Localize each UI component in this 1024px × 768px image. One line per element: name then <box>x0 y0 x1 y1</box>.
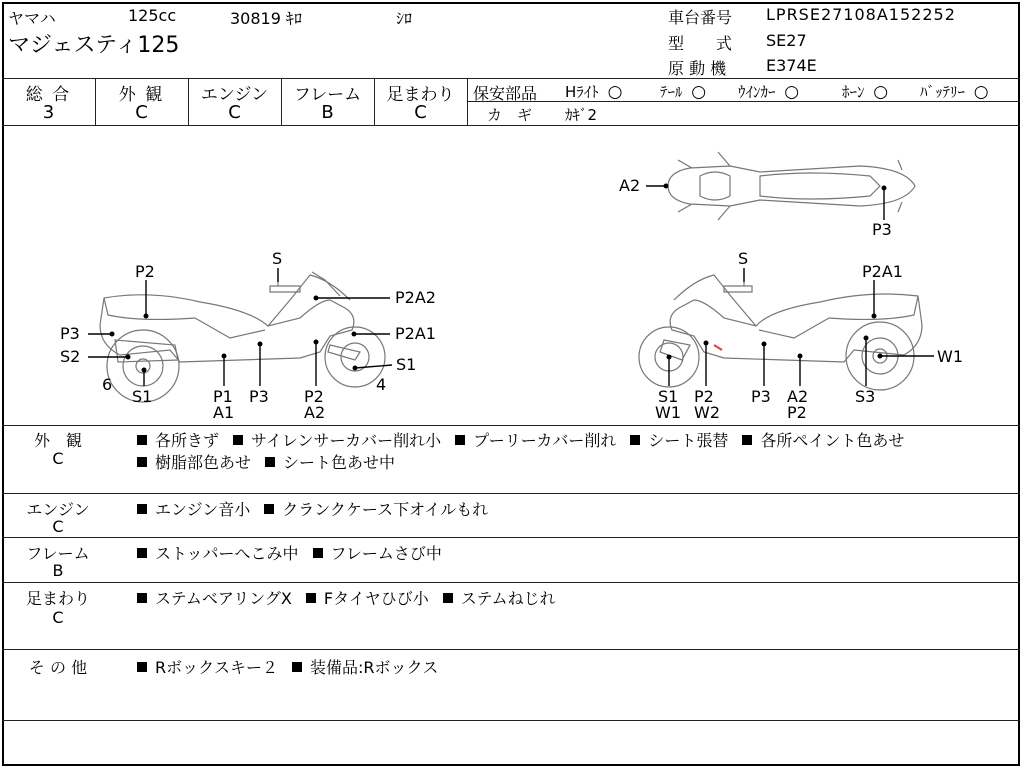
grade-value-exterior: C <box>135 102 148 123</box>
diagram-label: S <box>272 249 283 268</box>
notes-line <box>137 428 918 451</box>
safety-label: 保安部品 <box>473 84 538 103</box>
grade-value-suspension: C <box>414 102 427 123</box>
diagram-label: P3 <box>249 387 269 406</box>
note-item: 各所ペイント色あせ <box>742 428 904 451</box>
diagram-label: 4 <box>376 375 387 394</box>
type-label: 型 式 <box>668 34 733 53</box>
grade-label-frame: フレーム <box>293 85 362 105</box>
diagram-label: P3 <box>60 324 80 343</box>
scooter-right-side-drawing <box>639 268 922 390</box>
diagram-label: S <box>738 249 749 268</box>
diagram-label: S1 <box>658 387 679 406</box>
diagram-label: P2A1 <box>395 324 436 343</box>
diagram-label: W1 <box>937 347 963 366</box>
note-item: エンジン音小 <box>137 497 250 520</box>
section-grade: C <box>52 517 64 536</box>
notes-line <box>137 655 452 678</box>
grade-value-overall: 3 <box>42 102 55 123</box>
section-grade: C <box>52 449 64 468</box>
note-item: クランクケース下オイルもれ <box>264 497 488 520</box>
safety-item-status: ○ <box>691 82 707 102</box>
note-item: シート色あせ中 <box>265 450 395 473</box>
frame-no-value: LPRSE27108A152252 <box>766 5 956 24</box>
note-item: プーリーカバー削れ <box>455 428 616 451</box>
diagram-label: A2 <box>787 387 809 406</box>
note-item: Rボックスキー２ <box>137 655 278 678</box>
diagram-label: P1 <box>213 387 233 406</box>
grid-line <box>2 493 1020 494</box>
section-label: 足まわり <box>25 589 90 608</box>
note-item: ストッパーへこみ中 <box>137 541 299 564</box>
key-value: ｶｷﾞ2 <box>565 106 598 124</box>
note-item: フレームさび中 <box>313 541 442 564</box>
diagram-label: P3 <box>872 220 892 239</box>
diagram-label: P2A2 <box>395 288 436 307</box>
diagram-label: S3 <box>855 387 876 406</box>
safety-item-name: ﾊﾞｯﾃﾘｰ <box>920 83 966 101</box>
grid-line <box>2 720 1020 721</box>
safety-item-name: ｳｲﾝｶｰ <box>738 83 776 101</box>
displacement: 125cc <box>128 6 177 25</box>
mileage: 30819 ｷﾛ <box>230 9 302 28</box>
grade-label-exterior: 外 観 <box>118 85 165 105</box>
notes-line <box>137 450 409 473</box>
type-value: SE27 <box>766 31 807 50</box>
section-grade: B <box>52 561 64 580</box>
safety-item-status: ○ <box>973 82 989 102</box>
safety-item-name: ﾎｰﾝ <box>842 83 865 101</box>
notes-line <box>137 586 570 609</box>
note-item: 装備品:Rボックス <box>292 655 438 678</box>
grade-label-suspension: 足まわり <box>386 85 455 105</box>
grade-label-overall: 総 合 <box>25 85 72 105</box>
section-label: そ の 他 <box>28 658 88 677</box>
diagram-label: S2 <box>60 347 81 366</box>
notes-line <box>137 541 456 564</box>
section-label: 外 観 <box>33 431 82 450</box>
note-item: ステムねじれ <box>443 586 556 609</box>
notes-line <box>137 497 502 520</box>
diagram-label: P3 <box>751 387 771 406</box>
grid-line <box>2 582 1020 583</box>
section-label: フレーム <box>26 544 90 563</box>
note-item: シート張替 <box>630 428 728 451</box>
note-item: ステムベアリングX <box>137 586 292 609</box>
diagram-label: P2A1 <box>862 262 903 281</box>
damage-mark <box>714 345 722 350</box>
note-item: 樹脂部色あせ <box>137 450 251 473</box>
color: ｼﾛ <box>396 9 413 28</box>
scooter-left-side-drawing <box>100 268 385 402</box>
diagram-label: P2 <box>135 262 155 281</box>
note-item: 各所きず <box>137 428 219 451</box>
diagram-label: A1 <box>213 403 235 422</box>
scooter-top-view-drawing <box>668 152 915 220</box>
key-label: カ ギ <box>487 106 533 124</box>
model-name: マジェスティ125 <box>8 33 180 58</box>
grade-value-frame: B <box>321 102 334 123</box>
engine-value: E374E <box>766 56 817 75</box>
safety-item-status: ○ <box>784 82 800 102</box>
grade-value-engine: C <box>228 102 241 123</box>
diagram-label: P2 <box>787 403 807 422</box>
maker: ヤマハ <box>8 9 56 28</box>
diagram-label: A2 <box>304 403 326 422</box>
safety-item-status: ○ <box>873 82 889 102</box>
diagram-label: 6 <box>102 375 113 394</box>
safety-item-name: Hﾗｲﾄ <box>565 83 599 101</box>
grid-line <box>2 649 1020 650</box>
section-grade: C <box>52 608 64 627</box>
grade-label-engine: エンジン <box>200 85 269 105</box>
note-item: サイレンサーカバー削れ小 <box>233 428 441 451</box>
grid-line <box>2 537 1020 538</box>
note-item: Fタイヤひび小 <box>306 586 429 609</box>
diagram-label: W1 <box>655 403 681 422</box>
frame-no-label: 車台番号 <box>668 8 733 27</box>
safety-item-name: ﾃｰﾙ <box>660 83 683 101</box>
diagram-label: S1 <box>396 355 417 374</box>
diagram-label: P2 <box>304 387 324 406</box>
safety-item-status: ○ <box>607 82 623 102</box>
diagram-label: S1 <box>132 387 153 406</box>
engine-label: 原 動 機 <box>668 59 727 78</box>
diagram-label: P2 <box>694 387 714 406</box>
diagram-label: W2 <box>694 403 720 422</box>
section-label: エンジン <box>26 500 90 519</box>
diagram-label: A2 <box>619 176 641 195</box>
